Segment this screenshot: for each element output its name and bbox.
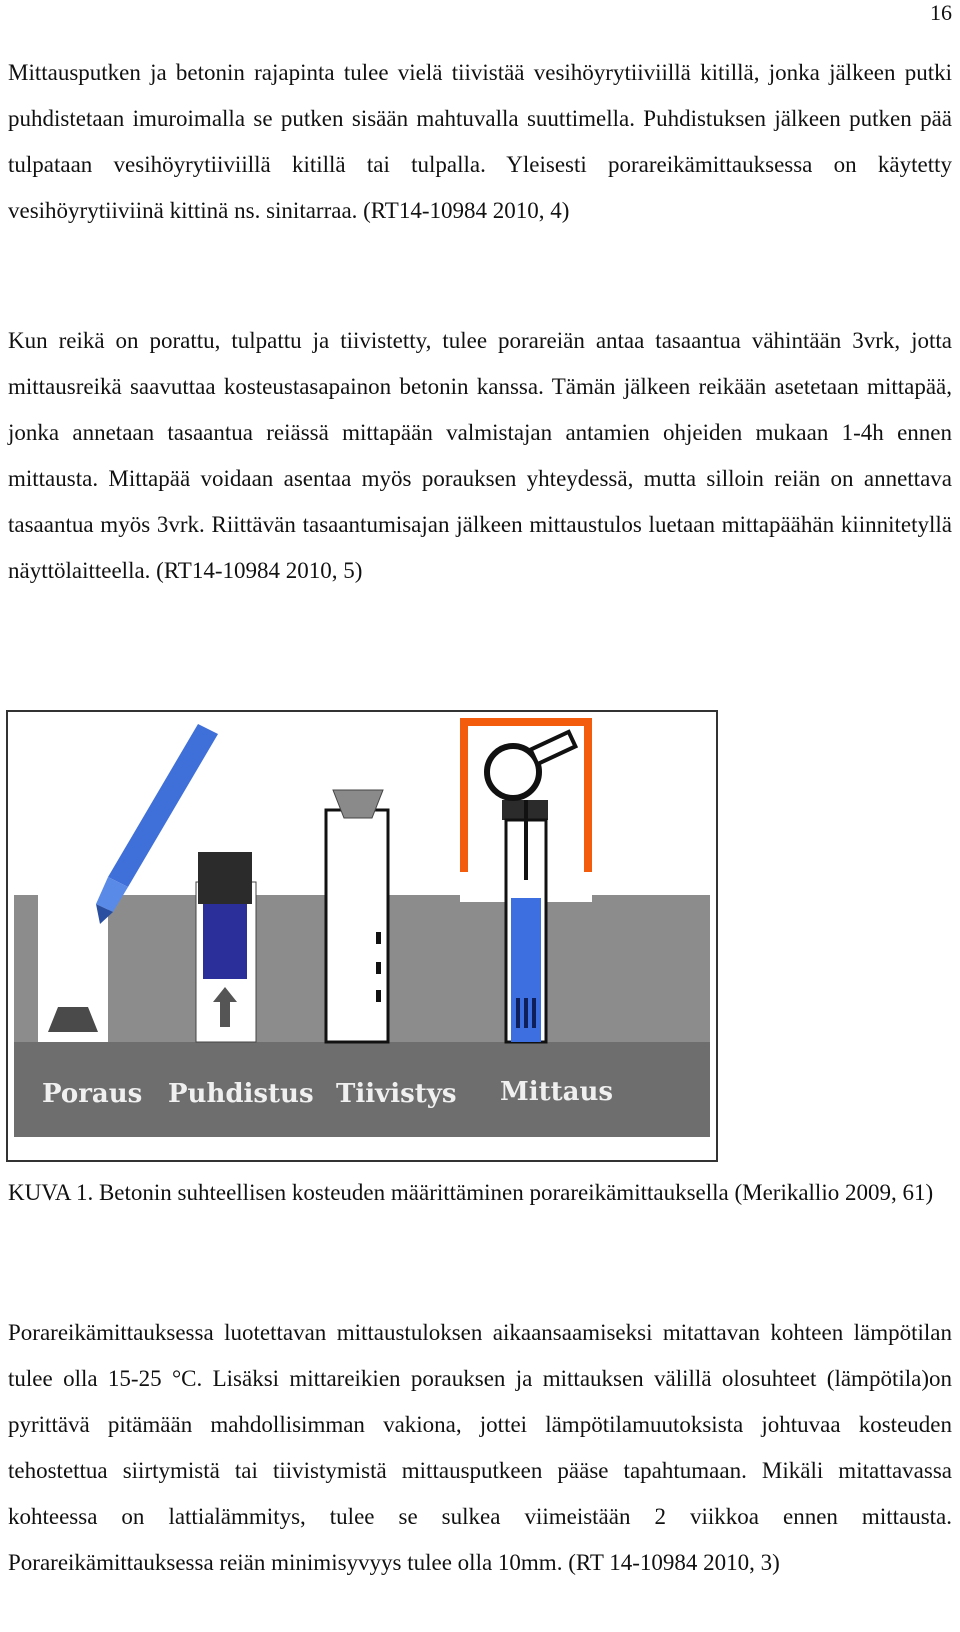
figure-caption: KUVA 1. Betonin suhteellisen kosteuden määrittäminen porareikämittauksella (Merikallio 2009, 61) [8, 1180, 934, 1205]
plug-body [203, 904, 247, 979]
figure-drilling-steps [6, 710, 718, 1162]
tiivistys-tube [326, 810, 388, 1042]
paragraph-3: Porareikämittauksessa luotettavan mittaustuloksen aikaansaamiseksi mitattavan kohteen lämpötilan tulee olla 15-25 °C. Lisäksi mittareikien porauksen ja mittauksen välillä olosuhteet (lämpötila)on pyrittävä pitämään mahdollisimman vakiona, jottei lämpötilamuutoksista johtuvaa kosteuden tehostettua siirtymistä tai tiivistymistä mittausputkeen pääse tapahtumaan. Mikäli mitattavassa kohteessa on lattialämmitys, tulee se sulkea viimeistään 2 viikkoa ennen mittausta. Porareikämittauksessa reiän minimisyvyys tulee olla 10mm. (RT 14-10984 2010, 3) [8, 1320, 952, 1575]
paragraph-1: Mittausputken ja betonin rajapinta tulee vielä tiivistää vesihöyrytiiviillä kitillä, jonka jälkeen putki puhdistetaan imuroimalla se putken sisään mahtuvalla suuttimella. Puhdistuksen jälkeen putken pää tulpataan vesihöyrytiiviillä kitillä tai tulpalla. Yleisesti porareikämittauksessa on käytetty vesihöyrytiiviinä kittinä ns. sinitarraa. (RT14-10984 2010, 4) [8, 60, 952, 223]
figure-illustration [8, 712, 716, 1160]
label-tiivistys: Tiivistys [336, 1079, 457, 1109]
page-number: 16 [930, 0, 952, 25]
display-unit [531, 732, 576, 764]
label-puhdistus: Puhdistus [168, 1079, 314, 1109]
label-mittaus: Mittaus [500, 1077, 614, 1107]
label-poraus: Poraus [42, 1079, 143, 1109]
paragraph-2: Kun reikä on porattu, tulpattu ja tiivistetty, tulee porareiän antaa tasaantua vähintään 3vrk, jotta mittausreikä saavuttaa kosteustasapainon betonin kanssa. Tämän jälkeen reikään asetetaan mittapää, jonka annetaan tasaantua reiässä mittapään valmistajan antamien ohjeiden mukaan 1-4h ennen mittausta. Mittapää voidaan asentaa myös porauksen yhteydessä, mutta silloin reiän on annettava tasaantua myös 3vrk. Riittävän tasaantumisajan jälkeen mittaustulos luetaan mittapäähän kiinnitetyllä näyttölaitteella. (RT14-10984 2010, 5) [8, 328, 952, 583]
plug-cap [198, 852, 252, 904]
